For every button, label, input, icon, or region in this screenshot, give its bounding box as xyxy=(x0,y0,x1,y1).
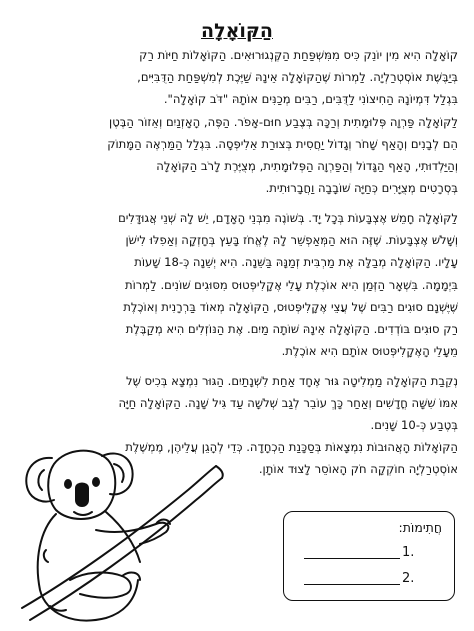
signature-number: 1. xyxy=(402,545,415,560)
page-title: הַקּוֹאָלָה xyxy=(201,20,273,42)
eye-right xyxy=(93,478,99,486)
text-line: וְהַיַּלְדוּתִי, הָאַף הַגָּדוֹל וְהַפַּרְוָה הַפְּלוּמָתִית, מְצֻיֶּרֶת לָרֹב הַקּוֹאָלָה xyxy=(156,158,458,173)
signature-line-2[interactable] xyxy=(304,568,434,588)
text-line: בִּיְמָמָה. בִּשְׁאָר הַזְּמַן הִיא אוֹכֶלֶת עָלֵי אֶקָלִיפְּטוּס מִסּוּגִים שׁוֹנִים. לַמְרוֹת xyxy=(124,277,458,292)
text-line: לַקּוֹאָלָה חָמֵשׁ אֶצְבָּעוֹת בְּכָל יָד. בְּשׁוֹנֶה מִבְּנֵי הָאָדָם, יֵשׁ לָהּ שְׁנֵי אֲגוּדָּלִים xyxy=(118,211,458,225)
body-back xyxy=(106,512,140,562)
text-line: קוֹאָלָה הִיא מִין יוֹנֵק כִּיס מִמִּשְׁפַּחַת הַקֶּנְגוּרוּאִים. הַקּוֹאָלוֹת חַיּוֹת רַק xyxy=(139,48,458,62)
branch-line xyxy=(30,478,222,620)
nose xyxy=(76,484,88,507)
ear-left-inner xyxy=(38,470,44,490)
text-line: רַק סוּגִים בּוֹדְדִים. הַקּוֹאָלָה אֵינָהּ שׁוֹתָה מַיִם. אֶת הַנּוֹזְלִים הִיא מְקַבֶּלֶת xyxy=(125,321,458,336)
signature-box xyxy=(283,511,455,601)
text-line: אוֹסְטְרַלְיָה חוֹקְקָה חֹק הָאוֹסֵר לָצוּד אוֹתָן. xyxy=(258,462,458,477)
text-line: בִּגְלַל דִּמְיוֹנָהּ הַחִיצוֹנִי לַדֻּבִּים, רַבִּים מְכַנִּים אוֹתָהּ "דֹּב קוֹאָלָה". xyxy=(163,92,458,107)
signature-underline[interactable] xyxy=(304,558,400,559)
text-line: אִמּוֹ שִׁשָּׁה חֳדָשִׁים וְאַחַר כָּךְ עוֹבֵר לְגַב שְׁלֹשָׁה עַד גִּיל שָׁנָה. הַקּוֹאָלָה חַיָּה xyxy=(118,396,458,411)
text-line: מֵעָלֵי הָאֶקָלִיפְּטוּס אוֹתָם הִיא אוֹכֶלֶת. xyxy=(281,344,458,359)
text-line: הַקּוֹאָלוֹת הָאֲהוּבוֹת נִמְצָאוֹת בְּסַכָּנַת הַכְחָדָה. כְּדֵי לְהָגֵן עֲלֵיהֶן, מֶמְשֶׁלֶת xyxy=(125,440,458,454)
branch-tip xyxy=(216,466,223,478)
text-line: בְּטֶבַע כְּ-10 שָׁנִים. xyxy=(370,418,458,433)
branch-line xyxy=(22,466,216,608)
eye-left xyxy=(65,480,71,488)
paragraph-habits xyxy=(18,207,458,362)
signature-line-1[interactable] xyxy=(304,542,434,562)
text-line: עָלָיו. הַקּוֹאָלָה מְבַלָּה אֶת מַרְבִּית זְמַנָּהּ בַּשֵּׁנָה. הִיא יְשֵׁנָה כְּ-18 שָׁעוֹת xyxy=(134,255,458,270)
paragraph-description xyxy=(18,44,458,199)
text-line: שֶׁיֶּשְׁנָם סוּגִים רַבִּים שֶׁל עֲצֵי אֶקָלִיפְּטוּס, הַקּוֹאָלָה מְאוֹד בַּרְרָנִית וְאוֹכֶלֶת xyxy=(123,299,458,314)
paragraph-reproduction xyxy=(18,370,458,437)
signature-underline[interactable] xyxy=(304,584,400,585)
signature-box-title: חֲתִימוֹת: xyxy=(398,520,442,535)
text-line: הֵם לְבָנִים וְהָאַף שָׁחֹר וְגָדוֹל יַחֲסִית בְּצוּרַת אֵלִיפְּסָה. בִּגְלַל הַמַּרְאֶה הַמָּתוֹק xyxy=(107,136,458,151)
text-line: נְקֵבַת הַקּוֹאָלָה מַמְלִיטָה גּוּר אֶחָד אַחַת לִשְׁנָתַיִם. הַגּוּר נִמְצָא בְּכִיס שֶׁל xyxy=(125,374,458,388)
text-line: לַקּוֹאָלָה פַּרְוָה פְּלוּמָתִית וְרַכָּה בְּצֶבַע חוּם-אָפֹר. הַפֶּה, הָאָזְנַיִם וְאֵזוֹר הַבֶּטֶן xyxy=(109,114,458,129)
mouth xyxy=(74,512,92,515)
fur-tuft xyxy=(44,550,48,562)
text-line: וְשָׁלֹשׁ אֶצְבָּעוֹת. שֶׁזֶּה הוּא הַמְּאַפְשֵׁר לָהּ לֶאֱחֹז בָּעֵץ בְּחָזְקָה וְאַפִלּוּ לִישֹׁן xyxy=(125,233,458,248)
koala-illustration xyxy=(10,430,228,630)
signature-number: 2. xyxy=(402,571,415,586)
text-line: בְּיַבֶּשֶׁת אוֹסְטְרַלְיָה. לַמְרוֹת שֶׁהַקּוֹאָלָה אֵינָהּ שַׁיֶּכֶת לְמִשְׁפַּחַת הַדֻּבִּיִּים, xyxy=(137,70,458,85)
text-line: בְּסְרָטִים מְצֻיָּרִים כְּחַיָּה שׁוֹבָבָה וַחֲבָרוּתִית. xyxy=(265,181,458,196)
